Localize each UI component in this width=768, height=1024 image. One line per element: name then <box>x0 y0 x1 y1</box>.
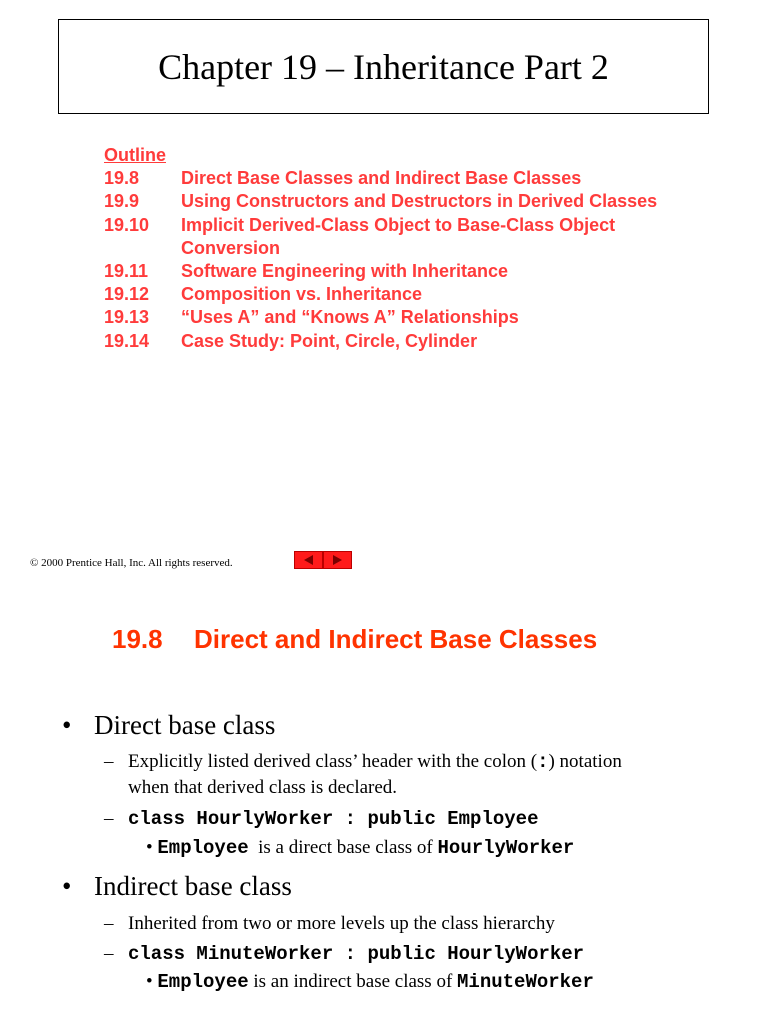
bullet-icon: • <box>146 837 153 858</box>
outline-item-number: 19.9 <box>104 191 140 212</box>
copyright-icon: © <box>30 557 39 569</box>
sub-text: is a direct base class of <box>258 837 433 858</box>
outline-item-text: Case Study: Point, Circle, Cylinder <box>181 330 478 351</box>
outline-item-number: 19.8 <box>104 168 140 189</box>
dash-icon: – <box>104 943 114 964</box>
sub-bullet-indirect-desc <box>104 911 704 936</box>
section-number: 19.8 <box>112 624 163 654</box>
dash-icon: – <box>104 808 114 829</box>
bullet-label: Direct base class <box>94 710 276 740</box>
bullet-icon: • <box>146 971 153 992</box>
outline-item[interactable] <box>104 190 701 213</box>
code-line: class HourlyWorker : public Employee <box>128 808 539 830</box>
code-term: HourlyWorker <box>437 837 575 859</box>
outline-heading[interactable]: Outline <box>104 145 166 165</box>
outline-item[interactable] <box>104 167 701 190</box>
bullet-direct-base-class <box>62 710 275 741</box>
sub-sub-bullet-indirect <box>146 971 594 993</box>
outline-item[interactable] <box>104 214 701 260</box>
outline-item[interactable] <box>104 306 701 329</box>
outline-item-number: 19.13 <box>104 307 150 328</box>
previous-slide-button[interactable] <box>294 551 323 569</box>
dash-icon: – <box>104 913 114 934</box>
bullet-label: Indirect base class <box>94 871 292 901</box>
bullet-icon: • <box>62 871 72 901</box>
triangle-left-icon <box>304 555 313 565</box>
outline-item-text: Direct Base Classes and Indirect Base Classes <box>181 168 582 189</box>
outline-item[interactable] <box>104 260 701 283</box>
section-title <box>112 624 597 655</box>
slide-navigation <box>294 551 352 569</box>
bullet-indirect-base-class <box>62 871 292 902</box>
code-term: Employee <box>157 971 249 993</box>
sub-sub-bullet-direct <box>146 837 574 859</box>
desc-text: Inherited from two or more levels up the class hierarchy <box>128 913 555 934</box>
next-slide-button[interactable] <box>323 551 352 569</box>
desc-line-2: when that derived class is declared. <box>128 777 398 798</box>
outline-item-text: Using Constructors and Destructors in Derived Classes <box>181 191 658 212</box>
sub-bullet-direct-code <box>104 806 704 832</box>
outline-item-text: Implicit Derived-Class Object to Base-Class Object Conversion <box>181 214 616 258</box>
outline-item-number: 19.12 <box>104 284 150 305</box>
outline-item[interactable] <box>104 283 701 306</box>
outline-item-number: 19.14 <box>104 330 150 351</box>
desc-text: ) notation <box>548 751 622 772</box>
outline-item-text: Composition vs. Inheritance <box>181 284 423 305</box>
code-term: MinuteWorker <box>457 971 594 993</box>
slide-title-box <box>58 19 709 114</box>
copyright-notice <box>30 557 233 569</box>
outline-item-text: Software Engineering with Inheritance <box>181 261 509 282</box>
outline-item-text: “Uses A” and “Knows A” Relationships <box>181 307 519 328</box>
dash-icon: – <box>104 751 114 772</box>
sub-text: is an indirect base class of <box>253 971 453 992</box>
outline-item-number: 19.10 <box>104 214 150 235</box>
code-term: Employee <box>157 837 249 859</box>
outline <box>104 144 701 353</box>
outline-item-number: 19.11 <box>104 261 149 282</box>
bullet-icon: • <box>62 710 72 740</box>
copyright-text: 2000 Prentice Hall, Inc. All rights reserved. <box>41 557 233 569</box>
desc-text: Explicitly listed derived class’ header with the colon ( <box>128 751 538 772</box>
triangle-right-icon <box>333 555 342 565</box>
sub-bullet-direct-desc <box>104 749 704 800</box>
sub-bullet-indirect-code <box>104 941 704 967</box>
section-title-text: Direct and Indirect Base Classes <box>194 624 598 654</box>
slide-title: Chapter 19 – Inheritance Part 2 <box>158 46 609 87</box>
outline-item[interactable] <box>104 330 701 353</box>
code-line: class MinuteWorker : public HourlyWorker <box>128 943 585 965</box>
colon-code: : <box>537 751 549 773</box>
